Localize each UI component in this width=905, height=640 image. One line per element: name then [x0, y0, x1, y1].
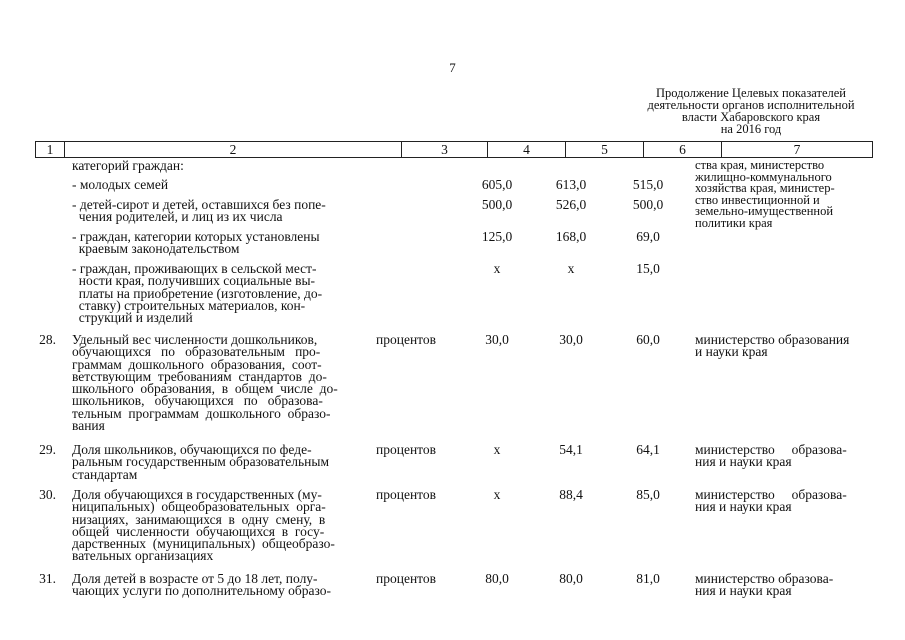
header-note-line: власти Хабаровского края [681, 110, 821, 124]
header-note-line: на 2016 год [720, 122, 782, 136]
value-col4: x [493, 487, 501, 502]
responsible-body: министерство образования и науки края [695, 332, 850, 360]
value-col4: 125,0 [481, 229, 513, 244]
indicator-text: Доля детей в возрасте от 5 до 18 лет, полу- чающих услуги по дополнительному образо- [72, 571, 331, 599]
value-col6: 500,0 [632, 197, 664, 212]
column-header: 1 [46, 142, 54, 157]
value-col4: 80,0 [485, 571, 509, 586]
header-note-line: деятельности органов исполнительной [647, 98, 855, 112]
value-col6: 15,0 [636, 261, 660, 276]
continued-intro: категорий граждан: [72, 158, 184, 173]
value-col5: 54,1 [559, 442, 583, 457]
column-header: 5 [601, 142, 608, 157]
indicator-text: Доля школьников, обучающихся по феде- ральным государственным образовательным стандартам [72, 442, 330, 482]
row-number: 30. [39, 487, 56, 502]
column-header: 7 [793, 142, 801, 157]
value-col6: 515,0 [632, 177, 664, 192]
row-number: 28. [39, 332, 56, 347]
value-col6: 64,1 [636, 442, 660, 457]
unit: процентов [376, 332, 437, 347]
value-col4: 605,0 [481, 177, 513, 192]
table-continuation-note [631, 87, 871, 135]
value-col5: 88,4 [559, 487, 583, 502]
value-col4: x [493, 261, 501, 276]
responsible-body: министерство образова- ния и науки края [695, 487, 847, 515]
responsible-body: министерство образова- ния и науки края [695, 442, 847, 470]
column-header: 4 [523, 142, 530, 157]
indicator-subitem: - детей-сирот и детей, оставшихся без попе- чения родителей, и лиц из их числа [72, 197, 326, 225]
indicator-subitem: - молодых семей [72, 177, 169, 192]
unit: процентов [376, 487, 437, 502]
column-header-row [35, 141, 873, 158]
value-col4: x [493, 442, 501, 457]
indicator-subitem: - граждан, категории которых установлены краевым законодательством [72, 229, 320, 257]
header-note-line: Продолжение Целевых показателей [656, 86, 846, 100]
value-col4: 30,0 [485, 332, 509, 347]
column-header: 3 [441, 142, 448, 157]
responsible-body: министерство образова- ния и науки края [695, 571, 834, 599]
value-col6: 60,0 [636, 332, 660, 347]
row-number: 29. [39, 442, 56, 457]
value-col6: 69,0 [636, 229, 660, 244]
indicator-text: Удельный вес численности дошкольников, обучающихся по образовательным про- граммам дошкольного образования, соот- ветствующим требованиям стандартов до- школьного образования, в общем числе до- школьников, обучающихся по образова- тельным программам дошкольного образо- вания [72, 332, 338, 434]
unit: процентов [376, 571, 437, 586]
unit: процентов [376, 442, 437, 457]
value-col5: 526,0 [555, 197, 587, 212]
column-header: 2 [229, 142, 237, 157]
value-col5: 613,0 [555, 177, 587, 192]
responsible-body: ства края, министерство жилищно-коммунального хозяйства края, министер- ство инвестиционной и земельно-имущественной политики края [695, 158, 835, 230]
value-col5: x [567, 261, 575, 276]
column-header: 6 [679, 142, 686, 157]
value-col6: 81,0 [636, 571, 660, 586]
value-col4: 500,0 [481, 197, 513, 212]
indicator-text: Доля обучающихся в государственных (му- ниципальных) общеобразовательных орга- низациях, занимающихся в одну смену, в общей численности обучающихся в госу- дарственных (муниципальных) общеобразо- вательных организациях [72, 487, 335, 564]
value-col5: 80,0 [559, 571, 583, 586]
value-col6: 85,0 [636, 487, 660, 502]
value-col5: 30,0 [559, 332, 583, 347]
page-number: 7 [449, 60, 456, 75]
indicator-subitem: - граждан, проживающих в сельской мест- ности края, получивших социальные вы- платы на приобретение (изготовление, до- ставку) строительных материалов, кон- струкций и изделий [72, 261, 323, 326]
row-number: 31. [39, 571, 56, 586]
value-col5: 168,0 [555, 229, 587, 244]
